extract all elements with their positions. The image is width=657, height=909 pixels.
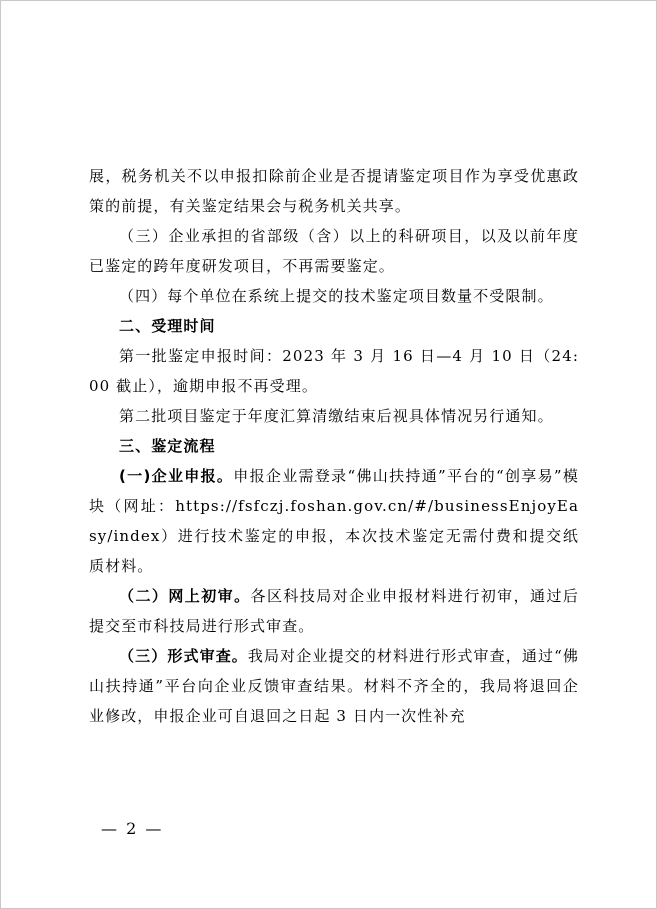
step-2-lead: （二）网上初审。 [119, 587, 251, 605]
paragraph-item-4: （四）每个单位在系统上提交的技术鉴定项目数量不受限制。 [119, 287, 554, 305]
step-1-body: 申报企业需登录“佛山扶持通”平台的“创享易”模块（网址：https://fsfczj.foshan.gov.cn/#/businessEnjoyEasy/index）进行技术鉴定的申报，本次技术鉴定无需付费和提交纸质材料。 [89, 467, 579, 575]
section-heading-process: 三、鉴定流程 [119, 437, 216, 455]
paragraph-second-batch: 第二批项目鉴定于年度汇算清缴结束后视具体情况另行通知。 [119, 407, 554, 425]
section-heading-acceptance-time: 二、受理时间 [119, 317, 216, 335]
document-body [89, 161, 579, 731]
step-3-lead: （三）形式审查。 [119, 647, 248, 665]
paragraph-item-3: （三）企业承担的省部级（含）以上的科研项目，以及以前年度已鉴定的跨年度研发项目，不再需要鉴定。 [89, 227, 579, 275]
paragraph-step-1 [89, 461, 579, 581]
paragraph-step-2 [89, 581, 579, 641]
paragraph-step-3 [89, 641, 579, 731]
page-number: — 2 — [101, 819, 164, 838]
step-1-lead: (一)企业申报。 [119, 467, 234, 485]
step-3-body: 我局对企业提交的材料进行形式审查，通过“佛山扶持通”平台向企业反馈审查结果。材料不齐全的，我局将退回企业修改，申报企业可自退回之日起 3 日内一次性补充 [89, 647, 579, 725]
paragraph-first-batch: 第一批鉴定申报时间：2023 年 3 月 16 日—4 月 10 日（24:00 截止），逾期申报不再受理。 [89, 347, 579, 395]
paragraph-continued: 展，税务机关不以申报扣除前企业是否提请鉴定项目作为享受优惠政策的前提，有关鉴定结果会与税务机关共享。 [89, 167, 579, 215]
step-2-body: 各区科技局对企业申报材料进行初审，通过后提交至市科技局进行形式审查。 [89, 587, 579, 635]
